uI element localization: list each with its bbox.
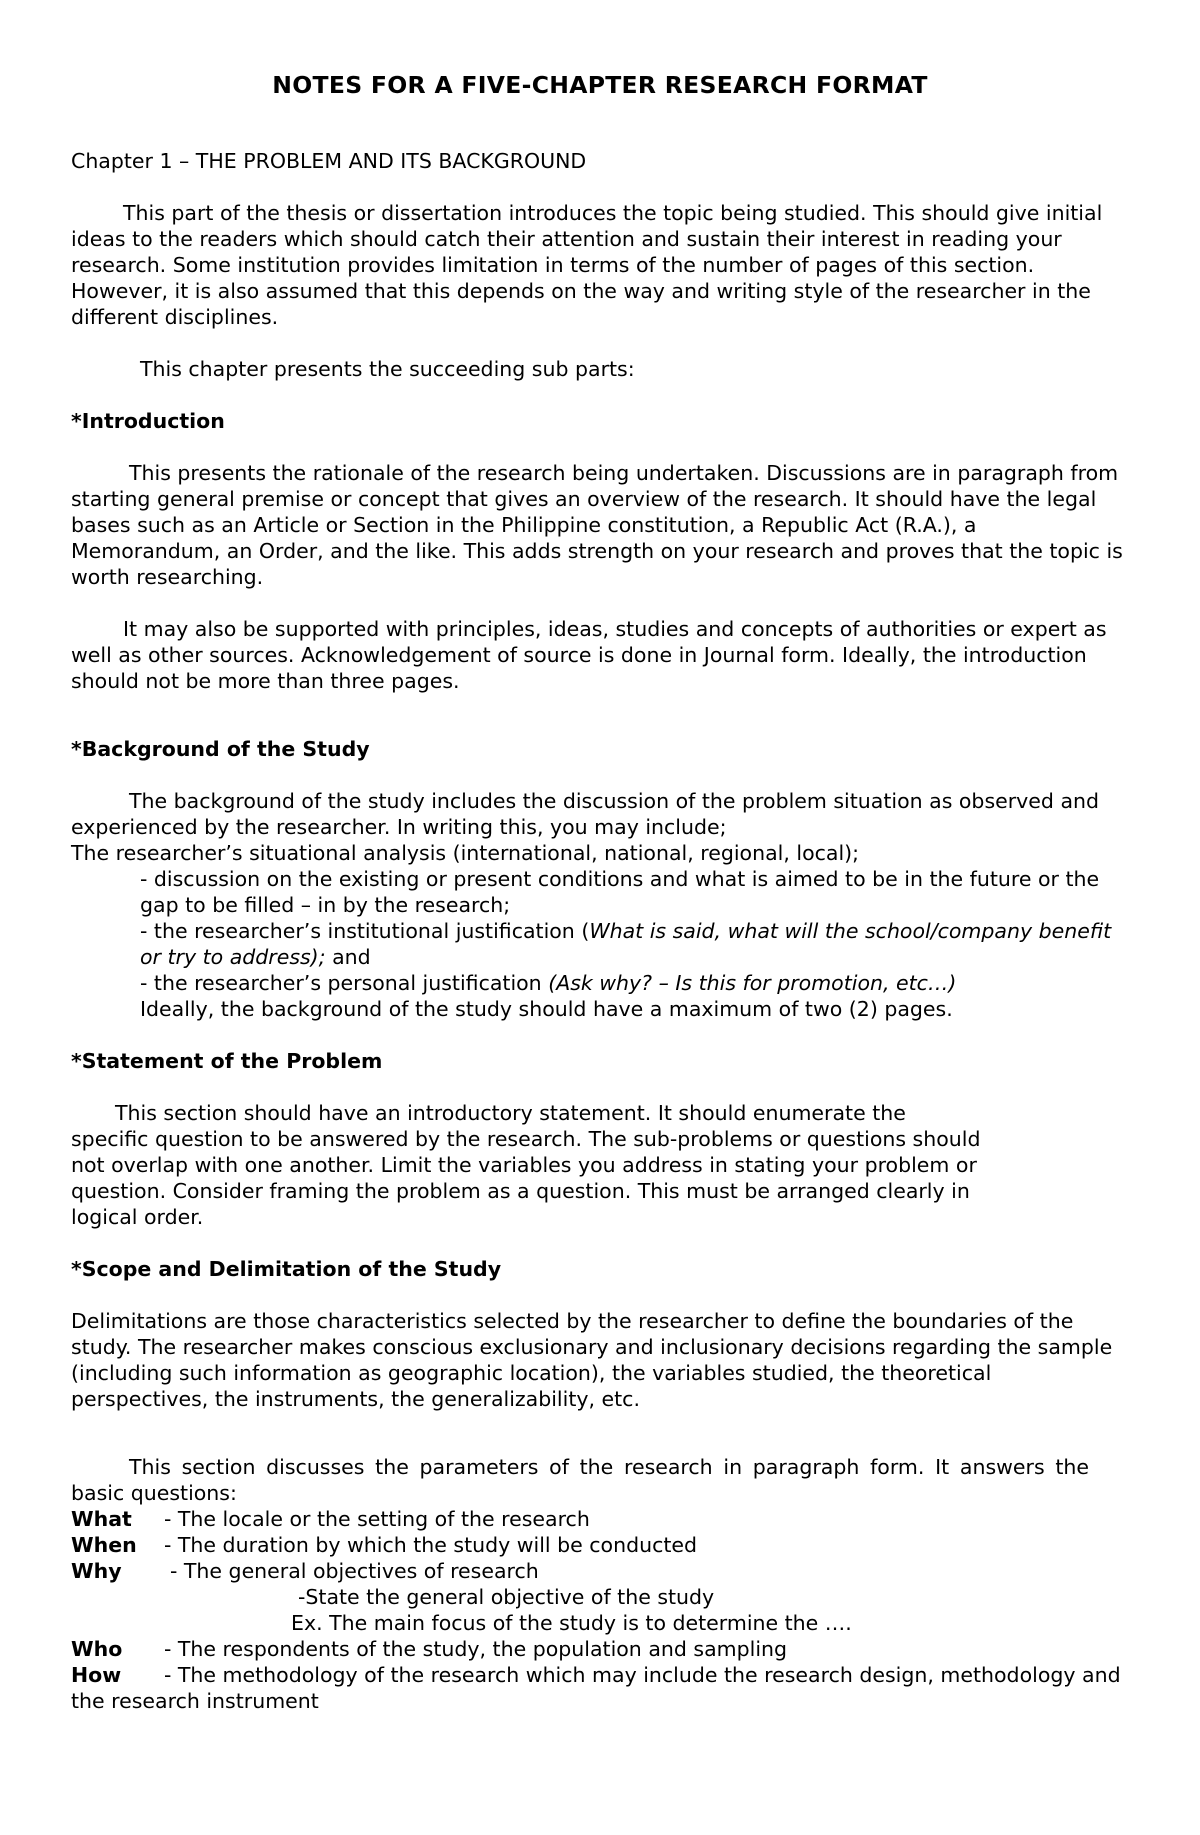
background-item-italic: What is said, what will the school/company benefit or try to address); <box>140 919 1112 969</box>
why-example-line: Ex. The main focus of the study is to determine the …. <box>291 1611 852 1635</box>
background-item-text: and <box>325 945 371 969</box>
question-key: Why <box>71 1559 122 1583</box>
question-what <box>71 1506 1129 1532</box>
question-answer: - The methodology of the research which may include the research design, methodology and the research instrument <box>71 1663 1121 1713</box>
scope-paragraph-2: This section discusses the parameters of the research in paragraph form. It answers the basic questions: <box>71 1455 1089 1505</box>
spacer <box>71 694 1129 736</box>
question-answer: - The general objectives of research <box>170 1559 539 1583</box>
question-key: What <box>71 1507 132 1531</box>
question-why <box>71 1558 1129 1584</box>
background-item-italic: (Ask why? – Is this for promotion, etc…) <box>548 971 957 995</box>
background-paragraph-2: The researcher’s situational analysis (international, national, regional, local); <box>71 841 860 865</box>
spacer <box>71 1022 1129 1048</box>
document-title: NOTES FOR A FIVE-CHAPTER RESEARCH FORMAT <box>272 71 928 99</box>
question-key: How <box>71 1663 122 1687</box>
spacer <box>71 1412 1129 1454</box>
background-list-item <box>140 970 1129 996</box>
question-key: Who <box>71 1637 123 1661</box>
sub-parts-line: This chapter presents the succeeding sub parts: <box>140 357 635 381</box>
background-closing: Ideally, the background of the study should have a maximum of two (2) pages. <box>140 997 953 1021</box>
why-sub-line: -State the general objective of the study <box>298 1585 715 1609</box>
background-list-item <box>140 918 1129 970</box>
background-list <box>140 866 1129 1022</box>
question-how <box>71 1662 1129 1714</box>
background-heading: *Background of the Study <box>71 737 370 761</box>
question-answer: - The duration by which the study will be conducted <box>164 1533 698 1557</box>
background-item-text: - the researcher’s personal justification <box>140 971 549 995</box>
introduction-paragraph-1: This presents the rationale of the research being undertaken. Discussions are in paragraph from starting general premise or concept that gives an overview of the research. It should have the legal bases such as an Article or Section in the Philippine constitution, a Republic Act (R.A.), a Memorandum, an Order, and the like. This adds strength on your research and proves that the topic is worth researching. <box>71 461 1123 589</box>
scope-paragraph-1: Delimitations are those characteristics selected by the researcher to define the boundaries of the study. The researcher makes conscious exclusionary and inclusionary decisions regarding the sample (including such information as geographic location), the variables studied, the theoretical perspectives, the instruments, the generalizability, etc. <box>71 1309 1113 1411</box>
background-paragraph-1: The background of the study includes the discussion of the problem situation as observed and experienced by the researcher. In writing this, you may include; <box>71 789 1100 839</box>
question-who <box>71 1636 1129 1662</box>
scope-heading: *Scope and Delimitation of the Study <box>71 1257 502 1281</box>
background-list-item: - discussion on the existing or present conditions and what is aimed to be in the future or the gap to be filled – in by the research; <box>140 867 1100 917</box>
background-item-text: - the researcher’s institutional justification ( <box>140 919 590 943</box>
question-key: When <box>71 1533 137 1557</box>
question-answer: - The locale or the setting of the research <box>164 1507 590 1531</box>
question-when <box>71 1532 1129 1558</box>
chapter-intro-paragraph: This part of the thesis or dissertation introduces the topic being studied. This should give initial ideas to the readers which should catch their attention and sustain their interest in reading your research. Some institution provides limitation in terms of the number of pages of this section. However, it is also assumed that this depends on the way and writing style of the researcher in the different disciplines. <box>71 201 1103 329</box>
statement-heading: *Statement of the Problem <box>71 1049 383 1073</box>
introduction-heading: *Introduction <box>71 409 225 433</box>
question-answer: - The respondents of the study, the population and sampling <box>164 1637 788 1661</box>
chapter-heading: Chapter 1 – THE PROBLEM AND ITS BACKGROUND <box>71 149 587 173</box>
statement-paragraph: This section should have an introductory statement. It should enumerate the specific question to be answered by the research. The sub-problems or questions should not overlap with one another. Limit the variables you address in stating your problem or question. Consider framing the problem as a question. This must be arranged clearly in logical order. <box>71 1101 981 1229</box>
introduction-paragraph-2: It may also be supported with principles, ideas, studies and concepts of authorities or expert as well as other sources. Acknowledgement of source is done in Journal form. Ideally, the introduction should not be more than three pages. <box>71 617 1107 693</box>
